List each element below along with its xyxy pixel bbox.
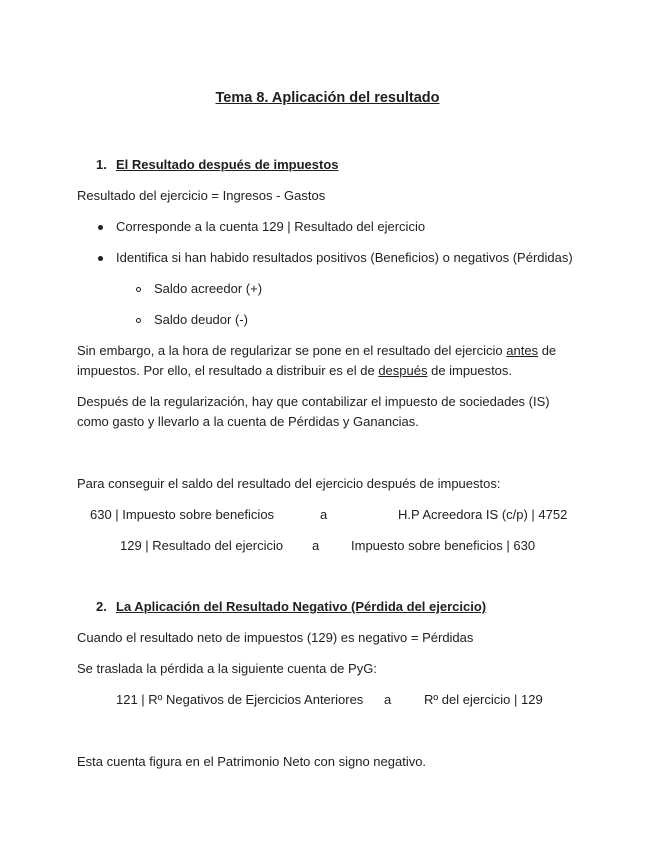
page-title: Tema 8. Aplicación del resultado bbox=[215, 90, 440, 106]
bullet-circle-icon bbox=[136, 318, 141, 323]
section-2-heading: La Aplicación del Resultado Negativo (Pérdida del ejercicio) bbox=[116, 599, 487, 614]
underlined-antes: antes bbox=[506, 343, 539, 358]
paragraph-impuesto: Después de la regularización, hay que contabilizar el impuesto de sociedades (IS) como gasto y llevarlo a la cuenta de Pérdidas y Ganancias. bbox=[77, 394, 550, 429]
entry-credit: Rº del ejercicio | 129 bbox=[424, 692, 543, 707]
paragraph-perdidas: Cuando el resultado neto de impuestos (129) es negativo = Pérdidas bbox=[77, 630, 474, 645]
underlined-despues: después bbox=[378, 363, 428, 378]
entry-credit: H.P Acreedora IS (c/p) | 4752 bbox=[398, 507, 568, 522]
entry-debit: 129 | Resultado del ejercicio bbox=[120, 538, 284, 553]
entry-debit: 630 | Impuesto sobre beneficios bbox=[90, 507, 275, 522]
entry-credit: Impuesto sobre beneficios | 630 bbox=[351, 538, 536, 553]
paragraph-traslada: Se traslada la pérdida a la siguiente cuenta de PyG: bbox=[77, 661, 377, 676]
paragraph-saldo: Para conseguir el saldo del resultado del ejercicio después de impuestos: bbox=[77, 476, 501, 491]
bullet-dot-icon bbox=[98, 256, 103, 261]
bullet-circle-icon bbox=[136, 287, 141, 292]
section-1-heading: El Resultado después de impuestos bbox=[116, 157, 339, 172]
entry-a: a bbox=[384, 692, 392, 707]
entry-debit: 121 | Rº Negativos de Ejercicios Anteriores bbox=[116, 692, 364, 707]
subbullet-item: Saldo acreedor (+) bbox=[154, 281, 263, 296]
paragraph-regularizar bbox=[77, 341, 577, 381]
formula-line: Resultado del ejercicio = Ingresos - Gastos bbox=[77, 188, 326, 203]
section-2-number: 2. bbox=[96, 599, 107, 614]
paragraph-text: Sin embargo, a la hora de regularizar se pone en el resultado del ejercicio bbox=[77, 343, 507, 358]
bullet-dot-icon bbox=[98, 225, 103, 230]
section-1-number: 1. bbox=[96, 157, 107, 172]
paragraph-patrimonio: Esta cuenta figura en el Patrimonio Neto con signo negativo. bbox=[77, 754, 427, 769]
entry-a: a bbox=[320, 507, 328, 522]
paragraph-text: de impuestos. Por ello, el resultado a distribuir es el de bbox=[77, 343, 557, 378]
bullet-item: Corresponde a la cuenta 129 | Resultado del ejercicio bbox=[116, 219, 426, 234]
bullet-item: Identifica si han habido resultados positivos (Beneficios) o negativos (Pérdidas) bbox=[116, 250, 573, 265]
entry-a: a bbox=[312, 538, 320, 553]
paragraph-text: de impuestos. bbox=[427, 363, 513, 378]
subbullet-item: Saldo deudor (-) bbox=[154, 312, 248, 327]
